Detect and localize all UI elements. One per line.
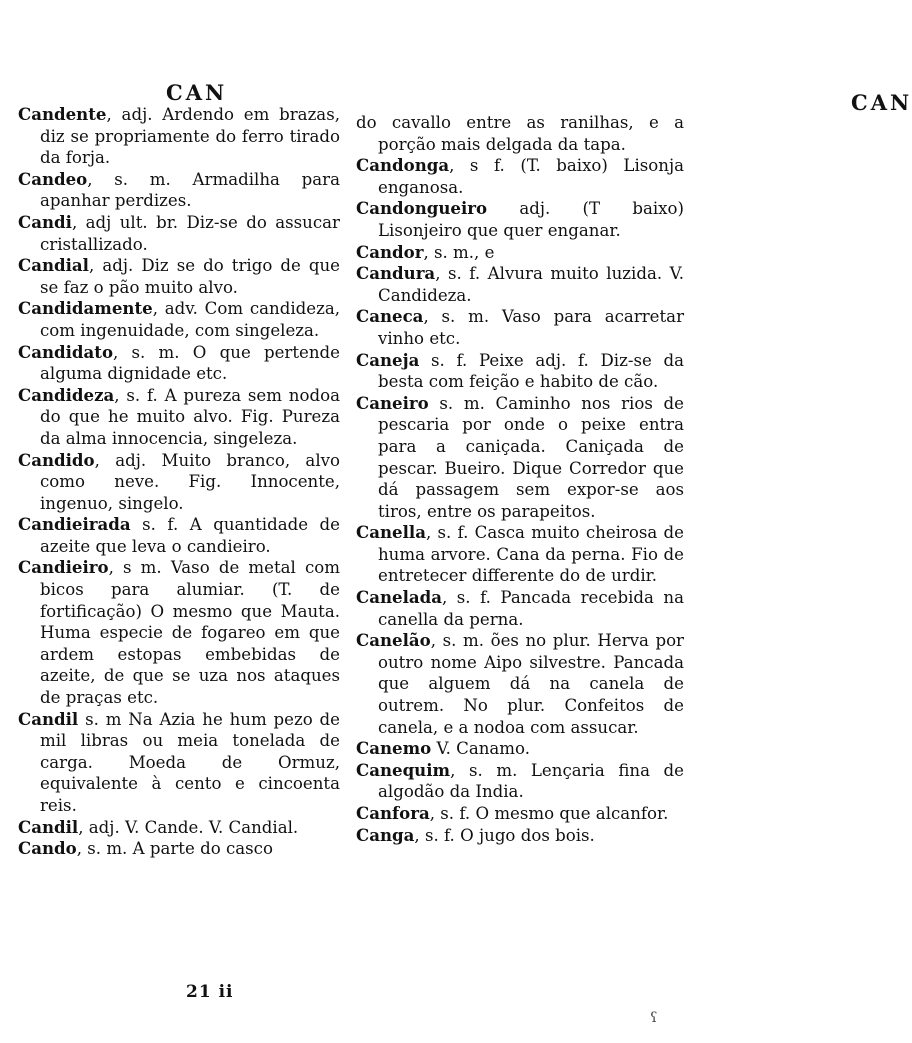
entry-headword: Canequim (356, 759, 451, 780)
entry-headword: Candil (18, 708, 79, 729)
entry-definition: do cavallo entre as ranilhas, e a porção mais delgada da tapa. (356, 113, 684, 154)
dictionary-entry (18, 385, 340, 450)
entry-headword: Caneiro (356, 392, 429, 413)
entry-headword: Candial (18, 255, 89, 276)
entry-headword: Candente (18, 104, 107, 124)
dictionary-entry (356, 803, 684, 825)
entry-definition: s. m. Caminho nos rios de pescaria por onde o peixe entra para a caniçada. Caniçada de pescar. Bueiro. Dique Corredor que dá passagem sem expor-se aos tiros, entre os parapeitos. (378, 393, 684, 521)
entry-definition: , s m. Vaso de metal com bicos para alumiar. (T. de fortificação) O mesmo que Mauta. Huma especie de fogareo em que ardem estopas embebidas de azeite, de que se uza nos ataques de praças etc. (40, 558, 340, 708)
entry-definition: , s. m. Vaso para acarretar vinho etc. (378, 307, 684, 348)
dictionary-entry (18, 709, 340, 817)
entry-headword: Candideza (18, 384, 115, 405)
entry-definition: , s. f. Pancada recebida na canella da perna. (378, 588, 684, 629)
dictionary-entry (18, 104, 340, 169)
entry-definition: V. Canamo. (431, 739, 531, 759)
entry-definition: , s. f. Alvura muito luzida. V. Candideza. (378, 264, 684, 305)
dictionary-entry (18, 817, 340, 839)
entry-headword: Canella (356, 522, 426, 543)
entry-headword: Candieirada (18, 514, 131, 535)
entry-definition: s. m Na Azia he hum pezo de mil libras ou meia tonelada de carga. Moeda de Ormuz, equivalente à cento e cincoenta reis. (40, 709, 340, 815)
entry-headword: Canemo (356, 738, 432, 759)
entry-headword: Candidamente (18, 298, 153, 319)
entry-headword: Canelada (356, 587, 442, 608)
entry-definition: , s. m. A parte do casco (76, 839, 273, 859)
entry-definition: , adv. Com candideza, com ingenuidade, com singeleza. (40, 299, 340, 340)
entry-definition: , s. m. Armadilha para apanhar perdizes. (40, 169, 340, 211)
dictionary-entry (18, 298, 340, 341)
dictionary-entry (356, 350, 684, 393)
dictionary-entry (356, 112, 684, 155)
entry-definition: , s f. (T. baixo) Lisonja enganosa. (378, 156, 684, 197)
entry-definition: , adj. Ardendo em brazas, diz se propriamente do ferro tirado da forja. (40, 105, 340, 168)
entry-headword: Canelão (356, 630, 431, 651)
right-entries (356, 112, 684, 846)
dictionary-entry (356, 198, 684, 241)
dictionary-entry (18, 212, 340, 255)
dictionary-entry (356, 522, 684, 587)
entry-definition: , s. f. A pureza sem nodoa do que he muito alvo. Fig. Pureza da alma innocencia, singeleza. (40, 385, 340, 448)
entry-definition: , s. f. Casca muito cheirosa de huma arvore. Cana da perna. Fio de entretecer differente do de urdir. (378, 523, 684, 586)
entry-headword: Canga (356, 824, 415, 845)
entry-definition: , s. m. Lençaria fina de algodão da India. (378, 760, 684, 802)
entry-definition: , s. f. O mesmo que alcanfor. (429, 804, 669, 823)
entry-definition: , s. m. ões no plur. Herva por outro nome Aipo silvestre. Pancada que alguem dá na canela de outrem. No plur. Confeitos de canela, e a nodoa com assucar. (378, 631, 684, 737)
corner-mark: ʕ (650, 1010, 658, 1026)
entry-definition: , adj. Muito branco, alvo como neve. Fig. Innocente, ingenuo, singelo. (40, 450, 340, 513)
dictionary-entry (356, 155, 684, 198)
entry-headword: Candeo (18, 168, 88, 189)
running-header-left: CAN (166, 80, 228, 105)
entry-headword: Canfora (356, 803, 430, 823)
dictionary-entry (18, 342, 340, 385)
left-entries (18, 104, 340, 860)
dictionary-entry (356, 306, 684, 349)
dictionary-entry (18, 450, 340, 515)
dictionary-entry (356, 738, 684, 760)
entry-headword: Candonga (356, 155, 450, 176)
entry-headword: Cando (18, 838, 77, 859)
dictionary-entry (356, 263, 684, 306)
dictionary-entry (356, 587, 684, 630)
entry-headword: Candil (18, 816, 79, 837)
dictionary-entry (18, 838, 340, 860)
signature-mark: 21 ii (186, 982, 234, 1002)
dictionary-entry (356, 242, 684, 264)
dictionary-entry (18, 169, 340, 212)
entry-headword: Candor (356, 241, 424, 262)
entry-headword: Caneja (356, 349, 420, 370)
dictionary-entry (356, 825, 684, 847)
running-header-right: CAN (851, 90, 912, 115)
entry-definition: , s. m. O que pertende alguma dignidade etc. (40, 342, 340, 384)
entry-headword: Candi (18, 211, 72, 232)
entry-definition: s. f. A quantidade de azeite que leva o candieiro. (40, 515, 340, 556)
entry-definition: , s. f. O jugo dos bois. (414, 825, 595, 845)
dictionary-entry (356, 760, 684, 803)
entry-headword: Caneca (356, 306, 424, 327)
entry-definition: , adj. Diz se do trigo de que se faz o pão muito alvo. (40, 256, 340, 297)
entry-definition: , adj ult. br. Diz-se do assucar cristallizado. (40, 212, 340, 254)
dictionary-entry (356, 630, 684, 738)
entry-headword: Candongueiro (356, 198, 488, 219)
entry-definition: , adj. V. Cande. V. Candial. (78, 817, 299, 837)
entry-definition: , s. m., e (423, 242, 495, 262)
dictionary-entry (18, 557, 340, 708)
entry-headword: Candidato (18, 341, 114, 362)
entry-headword: Candido (18, 449, 95, 470)
dictionary-entry (356, 393, 684, 523)
entry-definition: adj. (T baixo) Lisonjeiro que quer enganar. (378, 199, 684, 240)
entry-definition: s. f. Peixe adj. f. Diz-se da besta com feição e habito de cão. (378, 350, 684, 392)
dictionary-entry (18, 255, 340, 298)
entry-headword: Candieiro (18, 557, 109, 578)
dictionary-entry (18, 514, 340, 557)
entry-headword: Candura (356, 263, 436, 284)
